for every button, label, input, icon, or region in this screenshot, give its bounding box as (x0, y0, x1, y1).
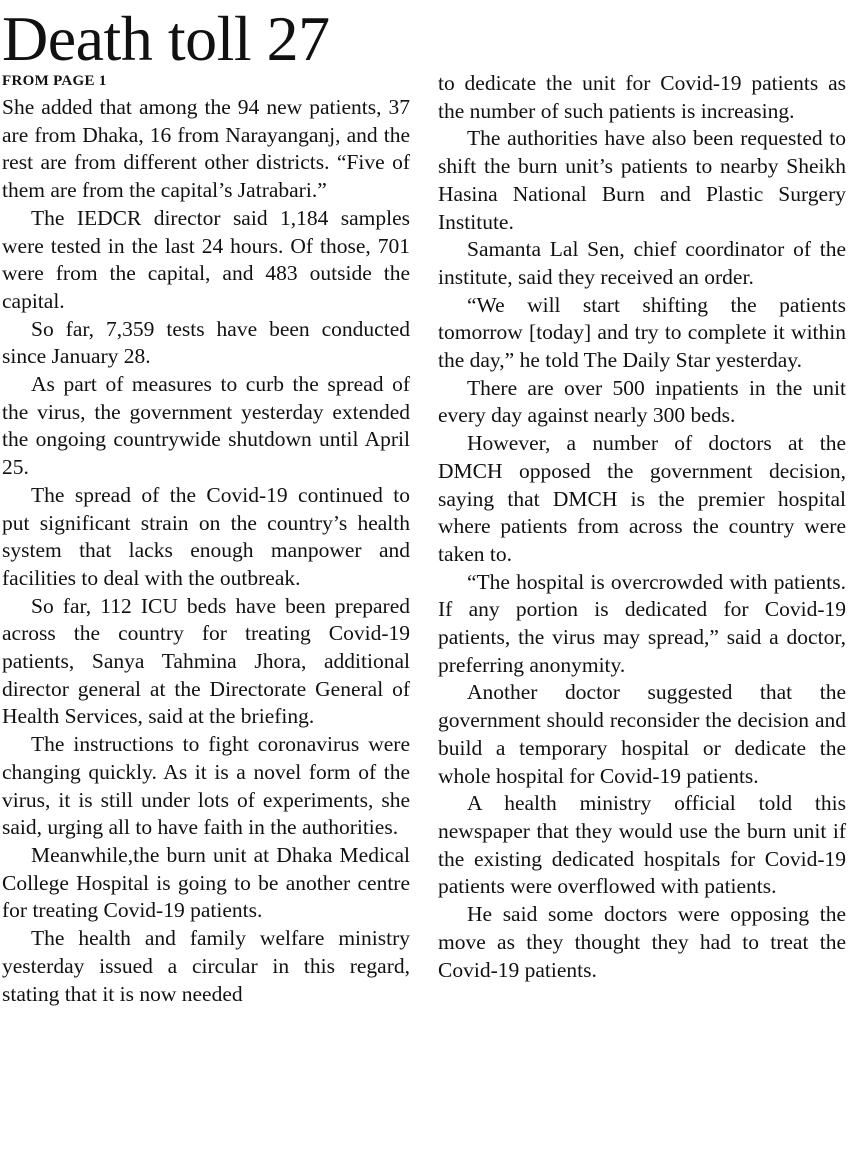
paragraph: Samanta Lal Sen, chief coordinator of the institute, said they received an order. (438, 237, 846, 289)
paragraph: A health ministry official told this newspaper that they would use the burn unit if the existing dedicated hospitals for Covid-19 patients were overflowed with patients. (438, 791, 846, 899)
paragraph: The authorities have also been requested to shift the burn unit’s patients to nearby Sheikh Hasina National Burn and Plastic Surgery Institute. (438, 126, 846, 234)
paragraph: So far, 112 ICU beds have been prepared across the country for treating Covid-19 patients, Sanya Tahmina Jhora, additional director general at the Directorate General of Health Services, said at the briefing. (2, 593, 410, 729)
paragraph: Meanwhile,the burn unit at Dhaka Medical College Hospital is going to be another centre for treating Covid-19 patients. (2, 842, 410, 923)
continuation-kicker: FROM PAGE 1 (2, 73, 107, 89)
paragraph: The health and family welfare ministry yesterday issued a circular in this regard, stating that it is now needed (2, 926, 410, 1006)
paragraph: There are over 500 inpatients in the unit every day against nearly 300 beds. (438, 375, 846, 428)
article-column-left (2, 94, 410, 1008)
paragraph: As part of measures to curb the spread of the virus, the government yesterday extended the ongoing countrywide shutdown until April 25. (2, 372, 410, 480)
article-column-right (438, 70, 846, 984)
paragraph: He said some doctors were opposing the move as they thought they had to treat the Covid-19 patients. (438, 902, 846, 982)
paragraph: The instructions to fight coronavirus were changing quickly. As it is a novel form of the virus, it is still under lots of experiments, she said, urging all to have faith in the authorities. (2, 732, 410, 840)
paragraph: “We will start shifting the patients tomorrow [today] and try to complete it within the day,” he told The Daily Star yesterday. (438, 292, 846, 373)
paragraph: So far, 7,359 tests have been conducted since January 28. (2, 316, 410, 369)
paragraph: She added that among the 94 new patients, 37 are from Dhaka, 16 from Narayanganj, and the rest are from different other districts. “Five of them are from the capital’s Jatrabari.” (2, 95, 410, 203)
paragraph-continued: to dedicate the unit for Covid-19 patients as the number of such patients is increasing. (438, 71, 846, 123)
paragraph: The IEDCR director said 1,184 samples were tested in the last 24 hours. Of those, 701 were from the capital, and 483 outside the capital. (2, 205, 410, 313)
paragraph: The spread of the Covid-19 continued to put significant strain on the country’s health system that lacks enough manpower and facilities to deal with the outbreak. (2, 482, 410, 590)
headline: Death toll 27 (2, 3, 330, 74)
paragraph: Another doctor suggested that the government should reconsider the decision and build a temporary hospital or dedicate the whole hospital for Covid-19 patients. (438, 680, 846, 788)
paragraph: However, a number of doctors at the DMCH opposed the government decision, saying that DMCH is the premier hospital where patients from across the country were taken to. (438, 431, 846, 566)
paragraph: “The hospital is overcrowded with patients. If any portion is dedicated for Covid-19 patients, the virus may spread,” said a doctor, preferring anonymity. (438, 569, 846, 677)
